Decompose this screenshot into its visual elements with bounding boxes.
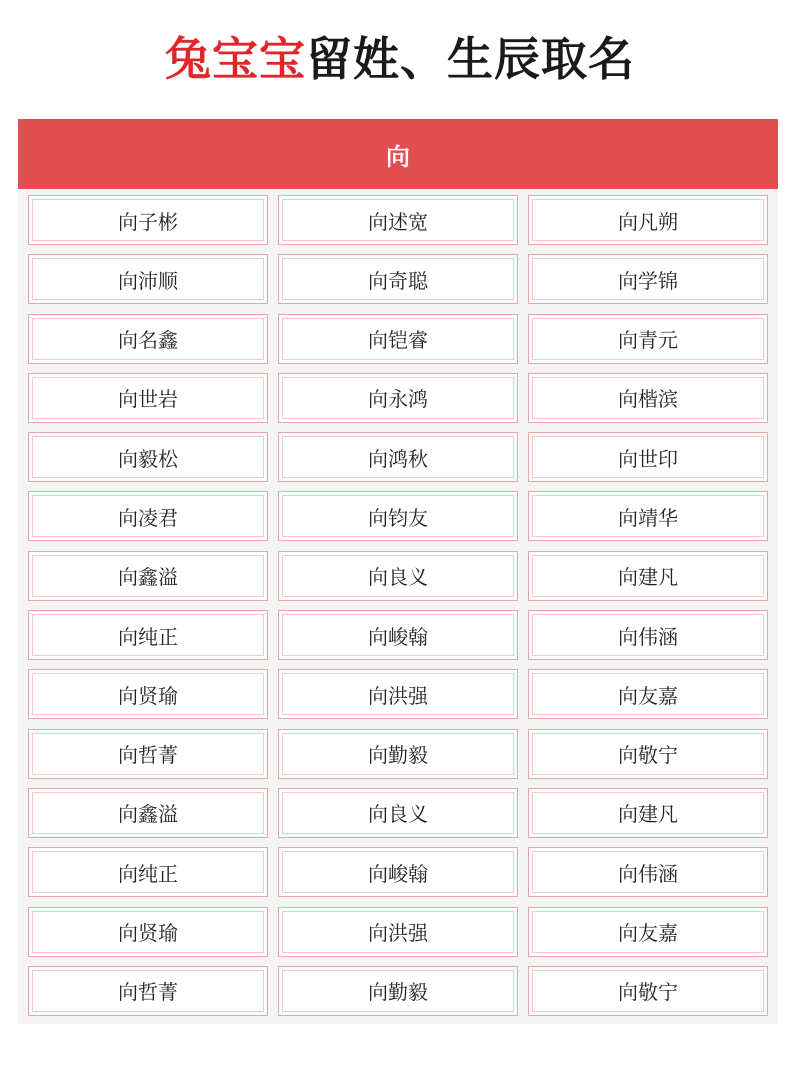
name-text: 向靖华 bbox=[618, 505, 678, 530]
name-card bbox=[528, 669, 768, 719]
name-text: 向哲菁 bbox=[118, 980, 178, 1005]
name-card bbox=[28, 491, 268, 541]
name-text: 向良义 bbox=[368, 802, 428, 827]
name-card bbox=[28, 314, 268, 364]
name-text: 向峻翰 bbox=[368, 624, 428, 649]
name-text: 向述宽 bbox=[368, 209, 428, 234]
name-card bbox=[28, 195, 268, 245]
name-text: 向伟涵 bbox=[618, 861, 678, 886]
name-text: 向峻翰 bbox=[368, 861, 428, 886]
name-text: 向勤毅 bbox=[368, 980, 428, 1005]
name-card bbox=[28, 669, 268, 719]
name-text: 向贤瑜 bbox=[118, 921, 178, 946]
name-text: 向楷滨 bbox=[618, 387, 678, 412]
name-card bbox=[28, 847, 268, 897]
name-card bbox=[278, 907, 518, 957]
name-text: 向良义 bbox=[368, 565, 428, 590]
name-card bbox=[528, 907, 768, 957]
name-text: 向世岩 bbox=[118, 387, 178, 412]
name-text: 向鸿秋 bbox=[368, 446, 428, 471]
name-card bbox=[528, 314, 768, 364]
name-card bbox=[528, 551, 768, 601]
name-card bbox=[528, 788, 768, 838]
name-card bbox=[28, 551, 268, 601]
name-card bbox=[278, 966, 518, 1016]
name-card bbox=[278, 195, 518, 245]
name-card bbox=[278, 788, 518, 838]
title-rest: 留姓、生辰取名 bbox=[306, 32, 635, 86]
name-text: 向纯正 bbox=[118, 624, 178, 649]
name-card bbox=[528, 432, 768, 482]
name-text: 向奇聪 bbox=[368, 268, 428, 293]
name-card bbox=[278, 847, 518, 897]
name-text: 向名鑫 bbox=[118, 328, 178, 353]
name-text: 向贤瑜 bbox=[118, 683, 178, 708]
name-card bbox=[528, 729, 768, 779]
page-title bbox=[0, 24, 800, 94]
name-card bbox=[528, 966, 768, 1016]
name-card bbox=[528, 373, 768, 423]
name-card bbox=[28, 729, 268, 779]
name-text: 向敬宁 bbox=[618, 743, 678, 768]
name-text: 向洪强 bbox=[368, 683, 428, 708]
name-text: 向建凡 bbox=[618, 802, 678, 827]
name-card bbox=[528, 491, 768, 541]
name-text: 向永鸿 bbox=[368, 387, 428, 412]
name-text: 向沛顺 bbox=[118, 268, 178, 293]
name-card bbox=[278, 254, 518, 304]
name-text: 向鑫溢 bbox=[118, 802, 178, 827]
name-text: 向哲菁 bbox=[118, 743, 178, 768]
name-card bbox=[278, 669, 518, 719]
name-card bbox=[278, 610, 518, 660]
name-card bbox=[528, 847, 768, 897]
name-text: 向敬宁 bbox=[618, 980, 678, 1005]
name-text: 向子彬 bbox=[118, 209, 178, 234]
names-panel bbox=[18, 119, 778, 1024]
name-text: 向友嘉 bbox=[618, 683, 678, 708]
name-card bbox=[528, 195, 768, 245]
name-card bbox=[28, 610, 268, 660]
name-text: 向友嘉 bbox=[618, 921, 678, 946]
name-text: 向世印 bbox=[618, 446, 678, 471]
name-text: 向洪强 bbox=[368, 921, 428, 946]
name-card bbox=[28, 254, 268, 304]
surname-header: 向 bbox=[18, 119, 778, 189]
name-grid bbox=[28, 195, 768, 1016]
name-text: 向伟涵 bbox=[618, 624, 678, 649]
name-card bbox=[278, 551, 518, 601]
name-card bbox=[278, 432, 518, 482]
name-text: 向钧友 bbox=[368, 505, 428, 530]
name-text: 向勤毅 bbox=[368, 743, 428, 768]
name-text: 向凌君 bbox=[118, 505, 178, 530]
name-text: 向青元 bbox=[618, 328, 678, 353]
name-text: 向凡朔 bbox=[618, 209, 678, 234]
name-card bbox=[28, 907, 268, 957]
name-text: 向纯正 bbox=[118, 861, 178, 886]
name-card bbox=[528, 254, 768, 304]
name-text: 向建凡 bbox=[618, 565, 678, 590]
name-text: 向学锦 bbox=[618, 268, 678, 293]
name-card bbox=[28, 373, 268, 423]
name-card bbox=[28, 966, 268, 1016]
name-text: 向鑫溢 bbox=[118, 565, 178, 590]
name-card bbox=[278, 314, 518, 364]
name-text: 向铠睿 bbox=[368, 328, 428, 353]
name-card bbox=[278, 729, 518, 779]
title-highlight: 兔宝宝 bbox=[165, 32, 306, 86]
name-card bbox=[278, 373, 518, 423]
name-card bbox=[28, 788, 268, 838]
name-text: 向毅松 bbox=[118, 446, 178, 471]
name-card bbox=[28, 432, 268, 482]
name-card bbox=[278, 491, 518, 541]
name-card bbox=[528, 610, 768, 660]
